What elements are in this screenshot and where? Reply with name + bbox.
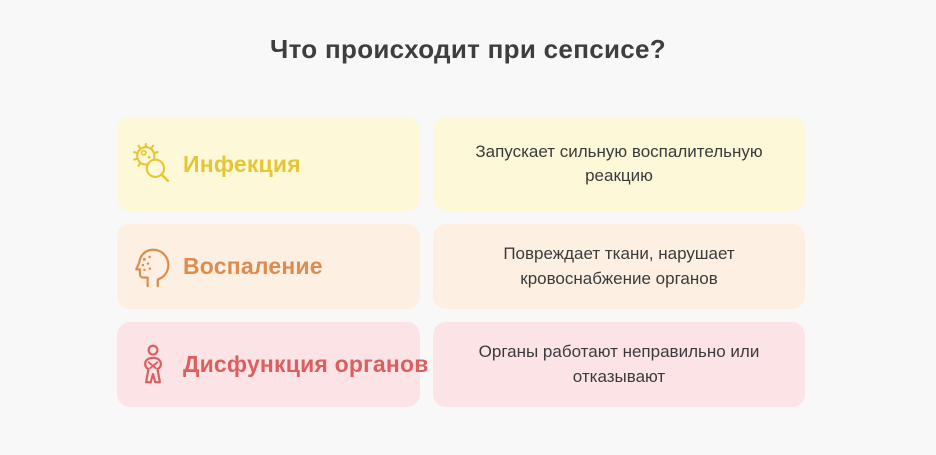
inflammation-description: Повреждает ткани, нарушает кровоснабжение органов — [503, 244, 735, 288]
inflammation-label-card — [117, 224, 420, 309]
inflamed-head-icon — [130, 244, 176, 290]
sepsis-rows — [117, 117, 805, 407]
infection-label: Инфекция — [183, 150, 301, 177]
dysfunction-description: Органы работают неправильно или отказывают — [478, 342, 760, 386]
germ-magnifier-icon — [130, 141, 176, 187]
inflammation-label: Воспаление — [183, 253, 323, 279]
dysfunction-label-card — [117, 322, 429, 407]
body-icon — [130, 342, 176, 388]
dysfunction-label: Дисфункция органов — [183, 351, 429, 377]
infection-description: Запускает сильную воспалительную реакцию — [475, 141, 763, 185]
page-title: Что происходит при сепсисе? — [270, 34, 666, 64]
dysfunction-description-card — [433, 322, 805, 407]
infection-label-card — [117, 117, 420, 211]
inflammation-description-card — [433, 224, 805, 309]
infection-description-card — [433, 117, 805, 211]
